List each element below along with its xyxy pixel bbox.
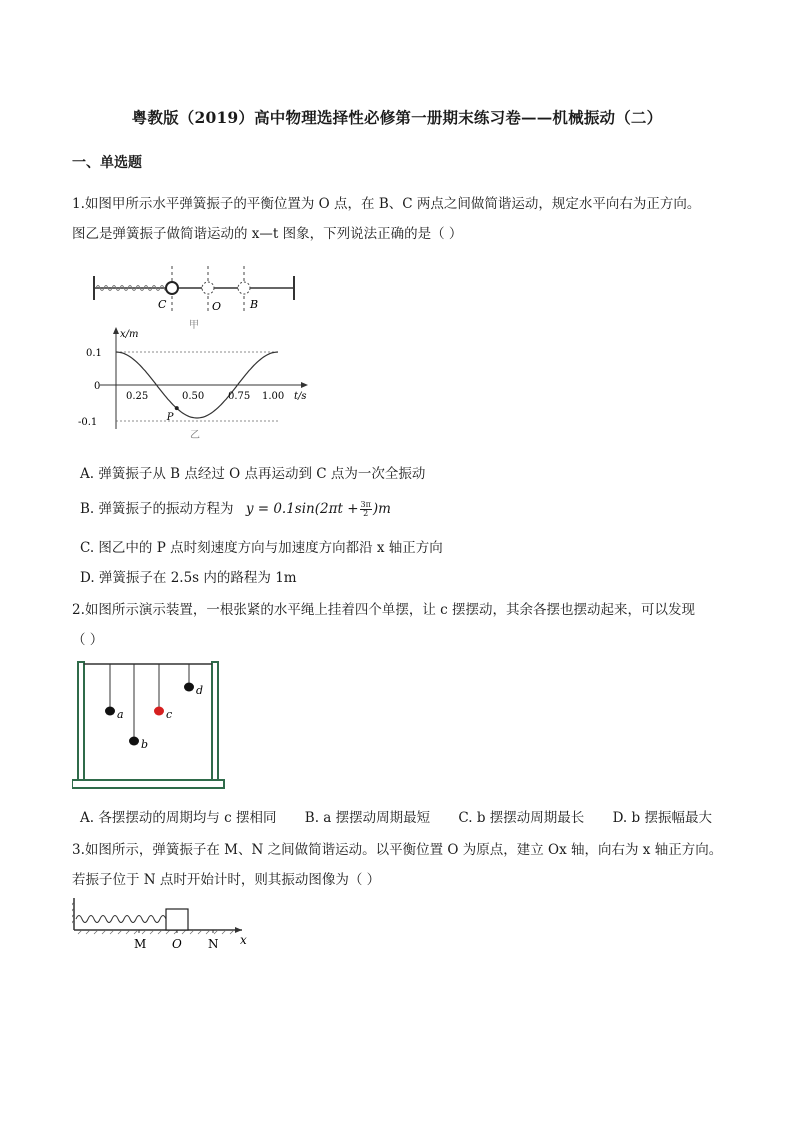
figure-xt-graph	[72, 325, 322, 440]
figure-pendulum-frame	[72, 656, 232, 792]
question-3-line-1: 3.如图所示，弹簧振子在 M、N 之间做简谐运动。以平衡位置 O 为原点，建立 Ox 轴，向右为 x 轴正方向。	[72, 842, 723, 858]
label-b: b	[141, 738, 149, 751]
frame-right-post	[212, 662, 218, 780]
figure-spring-block	[72, 896, 262, 952]
section-heading: 一、单选题	[72, 155, 142, 171]
y-tick-top: 0.1	[86, 348, 102, 359]
oscillator-ball	[166, 282, 178, 294]
frame-left-post	[78, 662, 84, 780]
label-d: d	[196, 684, 204, 697]
block	[166, 909, 188, 930]
label-m: M	[134, 937, 147, 951]
label-a: a	[117, 708, 124, 721]
fraction: $\frac{3\pi}{2}$	[360, 500, 371, 518]
question-2-line-1: 2.如图所示演示装置，一根张紧的水平绳上挂着四个单摆，让 c 摆摆动，其余各摆也摆动起来，可以发现	[72, 602, 696, 618]
label-c: c	[166, 708, 173, 721]
x-tick-0.75: 0.75	[228, 391, 251, 402]
pendulum-a	[105, 707, 115, 716]
x-tick-1.00: 1.00	[262, 391, 285, 402]
spring-coil	[96, 286, 176, 291]
q1-option-b-eq-lead: y = 0.1sin(2πt +	[245, 501, 359, 517]
figure-spring-oscillator	[88, 262, 308, 332]
pendulum-d	[184, 683, 194, 692]
question-2-line-2: （ ）	[72, 632, 104, 648]
label-c: C	[158, 298, 167, 311]
y-tick-zero: 0	[94, 381, 101, 392]
pendulum-b	[129, 737, 139, 746]
q2-option-a[interactable]: A. 各摆摆动的周期均与 c 摆相同	[80, 810, 277, 826]
x-tick-0.50: 0.50	[182, 391, 205, 402]
spring	[76, 916, 166, 923]
q1-option-c[interactable]: C. 图乙中的 P 点时刻速度方向与加速度方向都沿 x 轴正方向	[80, 540, 443, 556]
label-x: x	[240, 933, 247, 947]
q1-option-b-text: B. 弹簧振子的振动方程为	[80, 501, 234, 517]
caption-jia: 甲	[189, 320, 199, 331]
label-o: O	[172, 937, 182, 951]
point-p	[175, 406, 179, 410]
q2-option-d[interactable]: D. b 摆振幅最大	[612, 810, 712, 826]
page-title: 粤教版（2019）高中物理选择性必修第一册期末练习卷——机械振动（二）	[131, 108, 663, 127]
frame-base	[72, 780, 224, 788]
point-p-label: P	[166, 412, 174, 424]
question-3-line-2: 若振子位于 N 点时开始计时，则其振动图像为（ ）	[72, 872, 381, 888]
x-tick-0.25: 0.25	[126, 391, 149, 402]
q1-option-d[interactable]: D. 弹簧振子在 2.5s 内的路程为 1m	[80, 570, 297, 586]
label-n: N	[208, 937, 219, 951]
pendulum-c	[154, 707, 164, 716]
q1-option-b-eq-tail: )m	[372, 501, 391, 517]
question-1-line-1: 1.如图甲所示水平弹簧振子的平衡位置为 O 点，在 B、C 两点之间做简谐运动，规定水平向右为正方向。	[72, 196, 701, 212]
question-1-line-2: 图乙是弹簧振子做简谐运动的 x—t 图象，下列说法正确的是（ ）	[72, 226, 463, 242]
label-o: O	[212, 300, 222, 313]
q1-option-b[interactable]	[80, 497, 391, 518]
q2-option-b[interactable]: B. a 摆摆动周期最短	[304, 810, 431, 826]
label-b: B	[250, 298, 259, 311]
q2-options	[80, 806, 736, 826]
y-tick-bottom: -0.1	[78, 417, 98, 428]
q1-option-a[interactable]: A. 弹簧振子从 B 点经过 O 点再运动到 C 点为一次全振动	[80, 466, 426, 482]
caption-yi: 乙	[190, 430, 200, 440]
y-axis-label: x/m	[120, 329, 139, 340]
x-axis-label: t/s	[294, 391, 307, 402]
q2-option-c[interactable]: C. b 摆摆动周期最长	[458, 810, 585, 826]
